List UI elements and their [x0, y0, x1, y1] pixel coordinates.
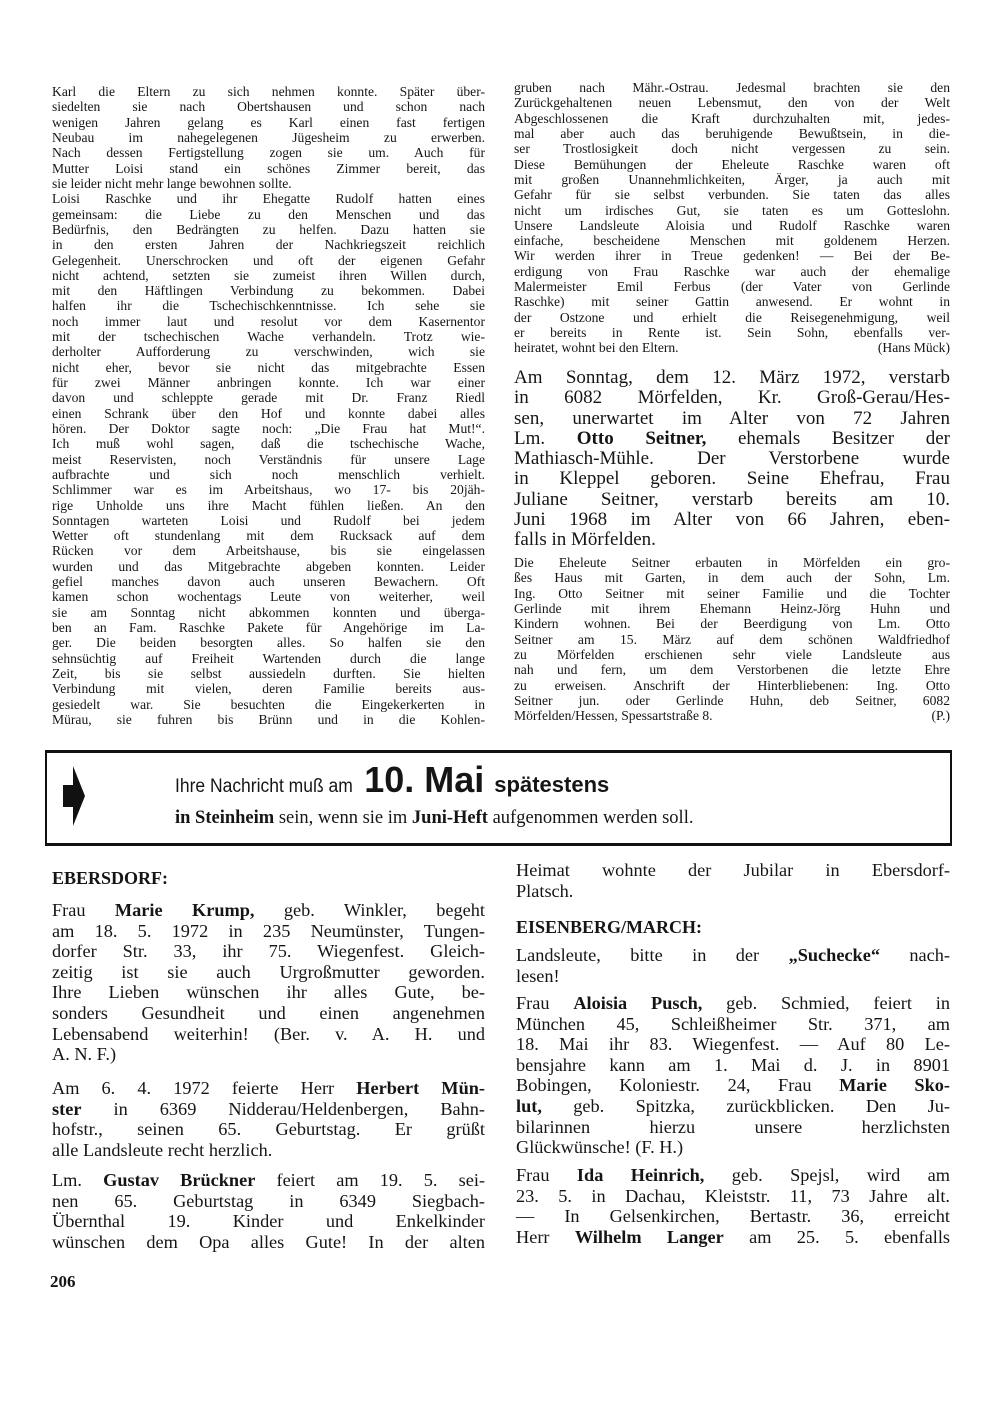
- text-line: [514, 449, 950, 469]
- text-line: [52, 1191, 485, 1212]
- text-line: [516, 1117, 950, 1138]
- text-line: [514, 111, 950, 126]
- text-run: bensjahre kann am 1. Mai d. J. in 8901: [516, 1054, 950, 1075]
- text-run: 23. 5. in Dachau, Kleiststr. 11, 73 Jahre alt.: [516, 1185, 950, 1206]
- text-run: Mutter Loisi stand ein schönes Zimmer bereit, das: [52, 160, 485, 176]
- text-run: Malermeister Emil Ferbus (der Vater von Gerlinde: [514, 279, 950, 295]
- text-run: geb. Spejsl, wird am: [704, 1165, 950, 1185]
- text-line: [52, 237, 485, 252]
- text-run: einfache, bescheidene Menschen mit goldenem Herzen.: [514, 233, 950, 249]
- text-run: nicht eher, bevor sie nicht das mitgebrachte Essen: [52, 359, 485, 375]
- text-line: [52, 962, 485, 983]
- text-line: [514, 601, 950, 616]
- text-run: Ihre Lieben wünschen ihr alles Gute, be-: [52, 982, 485, 1003]
- text-line: [52, 191, 485, 206]
- deadline-notice-box: [45, 750, 952, 846]
- arrow-right-icon: [63, 766, 85, 826]
- text-line: [516, 1137, 950, 1158]
- text-line: [52, 436, 485, 451]
- text-run: derholter Aufforderung zu verschwinden, wich sie: [52, 344, 485, 360]
- page-number: 206: [50, 1272, 76, 1291]
- text-run: meist Reservisten, noch Verständnis für unsere Lage: [52, 451, 485, 467]
- birthday-paragraph: [516, 1165, 950, 1247]
- text-line: [52, 697, 485, 712]
- text-line: [52, 207, 485, 222]
- text-line: [52, 176, 485, 191]
- text-run: ser Trostlosigkeit doch nicht vergessen zu sein.: [514, 141, 950, 157]
- text-run: Verbindung mit vielen, deren Familie bereits aus-: [52, 681, 485, 697]
- text-run: kamen schon wochentags Leute von weiterher, weil: [52, 589, 485, 605]
- text-line: [514, 616, 950, 631]
- text-line: [52, 84, 485, 99]
- text-run: erdigung von Frau Raschke war auch der ehemalige: [514, 263, 950, 279]
- text-run: falls in Mörfelden.: [514, 529, 656, 550]
- obituary-paragraph: [514, 368, 950, 550]
- text-run: Herr: [516, 1226, 575, 1247]
- text-run: Loisi Raschke und ihr Ehegatte Rudolf hatten eines: [52, 191, 485, 207]
- text-run: Heimat wohnte der Jubilar in Ebersdorf-: [516, 860, 950, 880]
- text-line: [52, 900, 485, 921]
- bold-name: Marie Krump,: [114, 900, 255, 920]
- text-line: [52, 1078, 485, 1099]
- text-run: A. N. F.): [52, 1044, 117, 1065]
- text-line: [52, 130, 485, 145]
- text-run: halfen ihr die Tschechischkenntnisse. Ich sehe sie: [52, 298, 485, 314]
- text-run: Seitner am 15. März auf dem schönen Waldfriedhof: [514, 631, 950, 647]
- text-line: [514, 368, 950, 388]
- bold-name: Aloisia Pusch,: [573, 993, 703, 1013]
- text-run: alle Landsleute recht herzlich.: [52, 1139, 273, 1160]
- text-line: [514, 294, 950, 309]
- text-line: [516, 1055, 950, 1076]
- text-run: nah und fern, um dem Verstorbenen die letzte Ehre: [514, 662, 950, 678]
- text-line: [514, 586, 950, 601]
- text-line: [516, 1014, 950, 1035]
- text-run: Karl die Eltern zu sich nehmen konnte. Später über-: [52, 84, 485, 99]
- notice-issue: Juni-Heft: [411, 808, 488, 828]
- text-line: [52, 99, 485, 114]
- text-run: lesen!: [516, 965, 560, 986]
- text-run: aufbrachte und sich noch menschlich verhielt.: [52, 466, 485, 482]
- text-line: [52, 253, 485, 268]
- notice-line-2: [175, 808, 693, 829]
- text-line: [514, 340, 950, 355]
- text-run: Nach dessen Fertigstellung zogen sie um. Auch für: [52, 145, 485, 161]
- section-heading-eisenberg-march: EISENBERG/MARCH:: [516, 917, 703, 937]
- bold-name: Ida Heinrich,: [576, 1165, 705, 1185]
- text-run: Lm.: [52, 1170, 104, 1190]
- bold-name: ster: [52, 1098, 82, 1119]
- text-run: nach-: [879, 945, 950, 965]
- text-line: [52, 298, 485, 313]
- text-run: Juni 1968 im Alter von 66 Jahren, eben-: [514, 508, 950, 530]
- text-run: zu erweisen. Anschrift der Hinterbliebenen: Ing. Otto: [514, 677, 950, 693]
- text-run: mit der tschechischen Wache verhandeln. Trotz wie-: [52, 329, 485, 345]
- text-line: [516, 860, 950, 881]
- text-line: [52, 528, 485, 543]
- notice-paragraph: [516, 945, 950, 986]
- text-run: hofstr., seinen 65. Geburtstag. Er grüßt: [52, 1119, 485, 1140]
- text-run: Wetter oft stundenlang mit dem Rucksack auf dem: [52, 528, 485, 544]
- birthday-paragraph: [52, 1170, 485, 1252]
- line-text: [514, 340, 679, 355]
- text-line: [514, 279, 950, 294]
- text-run: geb. Schmied, feiert in: [702, 993, 950, 1013]
- text-line: [516, 881, 950, 902]
- text-run: Mörfelden/Hessen, Spessartstraße 8.: [514, 708, 713, 724]
- text-line: [52, 635, 485, 650]
- bold-name: Herbert Mün-: [356, 1078, 485, 1098]
- text-line: [52, 115, 485, 130]
- text-run: Glückwünsche! (F. H.): [516, 1137, 684, 1158]
- obituary-detail-paragraph: [514, 555, 950, 723]
- text-line: [52, 1140, 485, 1161]
- text-line: [514, 647, 950, 662]
- text-line: [52, 452, 485, 467]
- text-line: [514, 530, 950, 550]
- text-run: in 6082 Mörfelden, Kr. Groß-Gerau/Hes-: [514, 387, 950, 409]
- text-line: [52, 390, 485, 405]
- text-line: [52, 161, 485, 176]
- text-run: wenigen Jahren gelang es Karl einen fast fertigen: [52, 114, 485, 130]
- text-line: [516, 1165, 950, 1186]
- text-run: Am Sonntag, dem 12. März 1972, verstarb: [514, 367, 950, 388]
- text-run: Am 6. 4. 1972 feierte Herr: [52, 1078, 357, 1098]
- text-run: Kindern wohnen. Bei der Beerdigung von Lm. Otto: [514, 616, 950, 632]
- text-run: Mathiasch-Mühle. Der Verstorbene wurde: [514, 448, 950, 469]
- text-line: [514, 264, 950, 279]
- text-run: geb. Winkler, begeht: [254, 900, 485, 920]
- text-run: Lebensabend weiterhin! (Ber. v. A. H. und: [52, 1023, 485, 1044]
- notice-text: Ihre Nachricht muß am: [175, 776, 353, 797]
- text-run: für zwei Männer anbringen konnte. Ich war einer: [52, 375, 485, 391]
- text-run: dorfer Str. 33, ihr 75. Wiegenfest. Gleich-: [52, 941, 485, 962]
- text-line: [52, 1044, 485, 1065]
- text-run: Bobingen, Koloniestr. 24, Frau: [516, 1075, 840, 1096]
- text-line: [514, 388, 950, 408]
- text-line: [516, 1034, 950, 1055]
- text-line: [52, 513, 485, 528]
- text-run: gefiel manches davon auch unseren Bewachern. Oft: [52, 574, 485, 590]
- bold-name: „Suchecke“: [788, 945, 880, 965]
- text-run: gesiedelt war. Sie besuchten die Eingekerkerten in: [52, 696, 485, 712]
- text-run: ehemals Besitzer der: [706, 427, 951, 449]
- text-line: [514, 187, 950, 202]
- text-run: der Ostzone und erhielt die Reisegenehmigung, weil: [514, 309, 950, 325]
- text-run: wünschen dem Opa alles Gute! In der alten: [52, 1231, 485, 1252]
- text-line: [514, 409, 950, 429]
- notice-place: in Steinheim: [175, 808, 275, 828]
- birthday-paragraph: [516, 993, 950, 1158]
- text-run: mal aber auch das beruhigende Bewußtsein, in die-: [514, 125, 950, 141]
- text-line: [52, 543, 485, 558]
- text-line: [516, 1227, 950, 1248]
- text-run: Lm.: [514, 427, 577, 449]
- text-run: Neubau im nahegelegenen Jügesheim zu erwerben.: [52, 129, 485, 145]
- text-line: [514, 233, 950, 248]
- text-run: sonders Gesundheit und einen angenehmen: [52, 1002, 485, 1023]
- bold-name: Wilhelm Langer: [574, 1226, 724, 1247]
- text-line: [516, 1206, 950, 1227]
- text-run: zu Mörfelden erschienen sehr viele Landsleute aus: [514, 646, 950, 662]
- text-line: [514, 632, 950, 647]
- text-run: Landsleute, bitte in der: [516, 945, 789, 965]
- text-run: Raschke) mit seiner Gattin anwesend. Er wohnt in: [514, 294, 950, 310]
- text-run: rige Unholde uns ihre Macht fühlen ließen. An den: [52, 497, 485, 513]
- text-line: [52, 467, 485, 482]
- text-line: [52, 921, 485, 942]
- text-run: sen, unerwartet im Alter von 72 Jahren: [514, 407, 950, 429]
- text-line: [52, 982, 485, 1003]
- text-line: [514, 469, 950, 489]
- text-line: [514, 248, 950, 263]
- bold-name: Gustav Brückner: [103, 1170, 256, 1190]
- text-line: [52, 941, 485, 962]
- text-run: Platsch.: [516, 880, 574, 901]
- text-line: [52, 482, 485, 497]
- text-run: Gefahr für sie selbst verbunden. Sie taten das alles: [514, 187, 950, 203]
- article-paragraph: [52, 191, 485, 727]
- text-line: [52, 620, 485, 635]
- text-line: [52, 406, 485, 421]
- text-line: [52, 666, 485, 681]
- text-run: in den ersten Jahren der Nachkriegszeit reichlich: [52, 237, 485, 253]
- text-line: [52, 314, 485, 329]
- text-line: [514, 325, 950, 340]
- text-run: Gelegenheit. Unerschrocken und oft der eigenen Gefahr: [52, 252, 485, 268]
- text-run: mit den Häftlingen Verbindung zu bekommen. Dabei: [52, 283, 485, 299]
- text-line: [52, 559, 485, 574]
- text-run: Die Eheleute Seitner erbauten in Mörfelden ein gro-: [514, 555, 950, 570]
- text-run: Ing. Otto Seitner mit seiner Familie und die Tochter: [514, 585, 950, 601]
- text-line: [516, 966, 950, 987]
- author-signature: (P.): [931, 708, 950, 724]
- text-line: [52, 1211, 485, 1232]
- text-line: [52, 1099, 485, 1120]
- text-run: München 45, Schleißheimer Str. 371, am: [516, 1013, 950, 1034]
- text-run: gruben nach Mähr.-Ostrau. Jedesmal brachten sie den: [514, 80, 950, 95]
- text-line: [516, 1096, 950, 1117]
- section-heading-ebersdorf: EBERSDORF:: [52, 868, 169, 888]
- birthday-paragraph: [52, 1078, 485, 1160]
- text-line: [516, 1186, 950, 1207]
- text-line: [514, 693, 950, 708]
- text-run: Mürau, sie fuhren bis Brünn und in die Kohlen-: [52, 711, 485, 727]
- text-run: Seitner jun. oder Gerlinde Huhn, deb Seitner, 6082: [514, 692, 950, 708]
- text-run: bilarinnen hierzu unsere herzlichsten: [516, 1116, 950, 1137]
- text-line: [52, 268, 485, 283]
- text-line: [52, 589, 485, 604]
- text-run: Frau: [516, 1165, 577, 1185]
- text-line: [52, 145, 485, 160]
- text-run: noch immer laut und resolut vor dem Kasernentor: [52, 313, 485, 329]
- text-run: ger. Die beiden besorgten alles. So halfen sie den: [52, 635, 485, 651]
- text-run: Bedürfnis, den Bedrängten zu helfen. Dazu hatten sie: [52, 221, 485, 237]
- article-paragraph: [514, 80, 950, 356]
- text-line: [516, 993, 950, 1014]
- text-line: [52, 1232, 485, 1253]
- text-line: [514, 172, 950, 187]
- text-run: zeitig ist sie auch Urgroßmutter geworden.: [52, 961, 485, 982]
- birthday-paragraph: [516, 860, 950, 901]
- text-run: hören. Der Doktor sagte noch: „Die Frau hat Mut!“.: [52, 420, 485, 436]
- text-run: Gerlinde mit ihrem Ehemann Heinz-Jörg Huhn und: [514, 600, 950, 616]
- text-run: nicht um irdisches Gut, sie taten es um Gotteslohn.: [514, 202, 950, 218]
- text-line: [52, 1024, 485, 1045]
- text-run: sehnsüchtig auf Freiheit Wartenden durch die lange: [52, 650, 485, 666]
- text-run: heiratet, wohnt bei den Eltern.: [514, 340, 679, 356]
- bold-name: Marie Sko-: [839, 1075, 950, 1096]
- notice-line-1: [175, 759, 609, 801]
- text-line: [514, 708, 950, 723]
- text-line: [52, 712, 485, 727]
- text-line: [514, 662, 950, 677]
- text-line: [514, 310, 950, 325]
- text-line: [52, 1119, 485, 1140]
- text-run: Wir werden ihrer in Treue gedenken! — Bei der Be-: [514, 248, 950, 264]
- text-run: sie am Sonntag nicht abkommen konnten und überga-: [52, 604, 485, 620]
- text-run: in Kleppel geboren. Seine Ehefrau, Frau: [514, 468, 950, 490]
- text-line: [516, 945, 950, 966]
- text-line: [514, 218, 950, 233]
- text-run: Juliane Seitner, verstarb bereits am 10.: [514, 488, 950, 510]
- text-line: [514, 126, 950, 141]
- text-line: [52, 498, 485, 513]
- text-run: am 18. 5. 1972 in 235 Neumünster, Tungen-: [52, 920, 485, 941]
- birthday-paragraph: [52, 900, 485, 1065]
- text-line: [516, 1075, 950, 1096]
- text-line: [514, 678, 950, 693]
- bold-name: lut,: [516, 1095, 542, 1116]
- text-line: [514, 203, 950, 218]
- text-line: [514, 570, 950, 585]
- text-run: Ich muß wohl sagen, daß die tschechische Wache,: [52, 436, 485, 452]
- text-run: sie leider nicht mehr lange bewohnen sollte.: [52, 175, 292, 191]
- text-line: [52, 605, 485, 620]
- text-line: [514, 80, 950, 95]
- text-line: [52, 344, 485, 359]
- text-run: nen 65. Geburtstag in 6349 Siegbach-: [52, 1190, 485, 1211]
- text-run: Zurückgehaltenen neuen Lebensmut, den von der Welt: [514, 95, 950, 111]
- text-run: geb. Spitzka, zurückblicken. Den Ju-: [541, 1095, 950, 1116]
- text-run: am 25. 5. ebenfalls: [723, 1226, 951, 1247]
- text-run: Zeit, bis sie selbst aussiedeln durften. Sie hielten: [52, 665, 485, 681]
- text-line: [514, 490, 950, 510]
- text-line: [52, 421, 485, 436]
- text-run: Frau: [52, 900, 115, 920]
- line-text: [514, 708, 713, 723]
- text-run: Abgeschlossenen die Kraft durchzuhalten mit, jedes-: [514, 110, 950, 126]
- notice-text: sein, wenn sie im: [274, 808, 412, 828]
- text-line: [514, 510, 950, 530]
- text-run: feiert am 19. 5. sei-: [255, 1170, 485, 1190]
- text-run: Diese Bemühungen der Eheleute Raschke waren oft: [514, 156, 950, 172]
- text-line: [52, 329, 485, 344]
- text-line: [514, 555, 950, 570]
- text-line: [514, 95, 950, 110]
- text-line: [514, 429, 950, 449]
- text-line: [52, 1003, 485, 1024]
- text-run: nicht achtend, setzten sie zumeist ihren Willen durch,: [52, 267, 485, 283]
- text-run: in 6369 Nidderau/Heldenbergen, Bahn-: [81, 1098, 485, 1119]
- text-run: wurden und das Mitgebrachte abgeben konnten. Leider: [52, 558, 485, 574]
- text-line: [514, 141, 950, 156]
- text-run: 18. Mai ihr 83. Wiegenfest. — Auf 80 Le-: [516, 1034, 950, 1055]
- text-line: [52, 1170, 485, 1191]
- notice-text: aufgenommen werden soll.: [487, 808, 694, 828]
- notice-deadline: spätestens: [494, 772, 610, 797]
- text-run: ben an Fam. Raschke Pakete für Angehörige im La-: [52, 620, 485, 636]
- text-run: — In Gelsenkirchen, Bertastr. 36, erreicht: [516, 1206, 950, 1227]
- text-line: [52, 375, 485, 390]
- text-run: davon und schleppte gerade mit Dr. Franz Riedl: [52, 390, 485, 406]
- notice-date: 10. Mai: [364, 759, 485, 800]
- text-run: er bereits in Rente ist. Sein Sohn, ebenfalls ver-: [514, 325, 950, 340]
- text-run: Übernthal 19. Kinder und Enkelkinder: [52, 1211, 485, 1232]
- author-signature: (Hans Mück): [877, 340, 950, 356]
- text-run: siedelten sie nach Obertshausen und schon nach: [52, 99, 485, 115]
- text-line: [52, 283, 485, 298]
- text-line: [52, 574, 485, 589]
- text-line: [52, 360, 485, 375]
- text-run: mit großen Unannehmlichkeiten, Ärger, ja auch mit: [514, 171, 950, 187]
- text-run: Frau: [516, 993, 574, 1013]
- text-line: [514, 157, 950, 172]
- bold-name: Otto Seitner,: [576, 427, 707, 449]
- text-run: Schlimmer war es im Arbeitshaus, wo 17- bis 20jäh-: [52, 482, 485, 498]
- text-run: Unsere Landsleute Aloisia und Rudolf Raschke waren: [514, 217, 950, 233]
- text-run: gemeinsam: die Liebe zu den Menschen und das: [52, 206, 485, 222]
- text-line: [52, 222, 485, 237]
- text-line: [52, 681, 485, 696]
- text-run: einen Schrank über den Hof und konnte dabei alles: [52, 405, 485, 421]
- text-run: Rücken vor dem Arbeitshause, bis sie eingelassen: [52, 543, 485, 559]
- text-run: Sonntagen warteten Loisi und Rudolf bei jedem: [52, 512, 485, 528]
- text-line: [52, 651, 485, 666]
- text-run: ßes Haus mit Garten, in dem auch der Sohn, Lm.: [514, 570, 950, 586]
- article-paragraph: [52, 84, 485, 191]
